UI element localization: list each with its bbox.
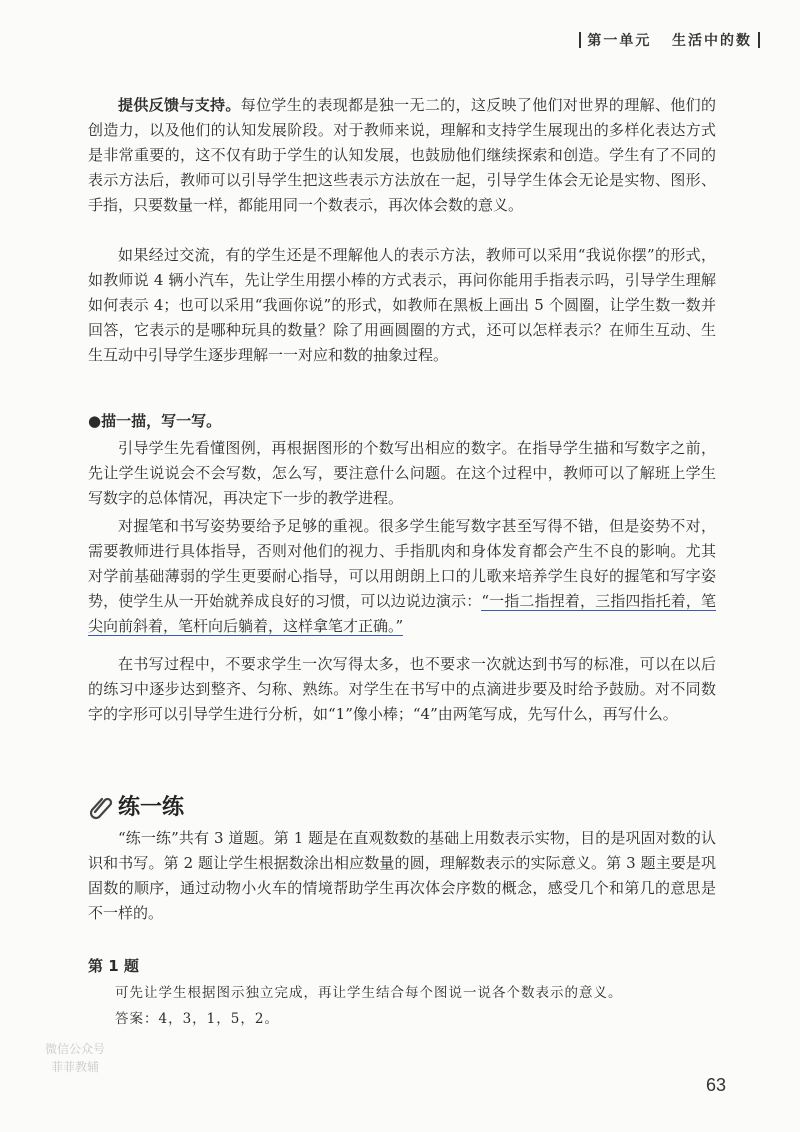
question-title: 第 1 题 — [88, 957, 139, 975]
rhyme-underlined: “一指二指捏着，三指四指托着，笔尖向前斜着，笔杆向后躺着，这样拿笔才正确。” — [88, 592, 716, 635]
paragraph-posture — [88, 514, 716, 639]
question-answer: 答案：4，3，1，5，2。 — [115, 1011, 279, 1027]
paragraph-guide: 引导学生先看懂图例，再根据图形的个数写出相应的数字。在指导学生描和写数字之前，先让学生说说会不会写数，怎么写，要注意什么问题。在这个过程中，教师可以了解班上学生写数字的总体情况，再决定下一步的教学进程。 — [88, 439, 716, 507]
paragraph-practice: “练一练”共有 3 道题。第 1 题是在直观数数的基础上用数表示实物，目的是巩固对数的认识和书写。第 2 题让学生根据数涂出相应数量的圆，理解数表示的实际意义。第 3 题主要是巩固数的顺序，通过动物小火车的情境帮助学生再次体会序数的概念，感受几个和第几的意思是不一样的。 — [88, 829, 716, 922]
paragraph-text: 对握笔和书写姿势要给予足够的重视。很多学生能写数字甚至写得不错，但是姿势不对，需要教师进行具体指导，否则对他们的视力、手指肌肉和身体发育都会产生不良的影响。尤其对学前基础薄弱的学生更要耐心指导，可以用朗朗上口的儿歌来培养学生良好的握笔和写字姿势，使学生从一开始就养成良好的习惯，可以边说边演示： — [88, 517, 716, 610]
paragraph-lead: 提供反馈与支持。 — [118, 96, 241, 114]
watermark-line-1: 微信公众号 — [44, 1042, 105, 1056]
page-number: 63 — [705, 1075, 726, 1095]
paragraph-writing-process: 在书写过程中，不要求学生一次写得太多，也不要求一次就达到书写的标准，可以在以后的练习中逐步达到整齐、匀称、熟练。对学生在书写中的点滴进步要及时给予鼓励。对不同数字的字形可以引导学生进行分析，如“1”像小棒；“4”由两笔写成，先写什么，再写什么。 — [88, 655, 716, 723]
watermark — [20, 1040, 130, 1076]
section-title-text: 练一练 — [118, 795, 185, 820]
unit-title: 生活中的数 — [672, 33, 752, 49]
question-instruction: 可先让学生根据图示独立完成，再让学生结合每个图说一说各个数表示的意义。 — [115, 985, 623, 1001]
running-header — [573, 30, 766, 50]
paragraph-exchange: 如果经过交流，有的学生还是不理解他人的表示方法，教师可以采用“我说你摆”的形式，如教师说 4 辆小汽车，先让学生用摆小棒的方式表示，再问你能用手指表示吗，引导学生理解如何表示 4；也可以采用“我画你说”的形式，如教师在黑板上画出 5 个圆圈，让学生数一数并回答，它表示的是哪种玩具的数量？除了用画圆圈的方式，还可以怎样表示？在师生互动、生生互动中引导学生逐步理解一一对应和数的抽象过程。 — [88, 246, 716, 364]
unit-label: 第一单元 — [587, 33, 652, 49]
section-title — [88, 790, 184, 821]
paragraph-feedback — [88, 93, 716, 218]
subheading-trace-write: ●描一描，写一写。 — [88, 412, 222, 430]
paperclip-icon — [88, 794, 114, 820]
watermark-line-2: 菲菲教辅 — [50, 1060, 99, 1074]
paragraph-text: 每位学生的表现都是独一无二的，这反映了他们对世界的理解、他们的创造力，以及他们的认知发展阶段。对于教师来说，理解和支持学生展现出的多样化表达方式是非常重要的，这不仅有助于学生的认知发展，也鼓励他们继续探索和创造。学生有了不同的表示方法后，教师可以引导学生把这些表示方法放在一起，引导学生体会无论是实物、图形、手指，只要数量一样，都能用同一个数表示，再次体会数的意义。 — [88, 96, 716, 214]
